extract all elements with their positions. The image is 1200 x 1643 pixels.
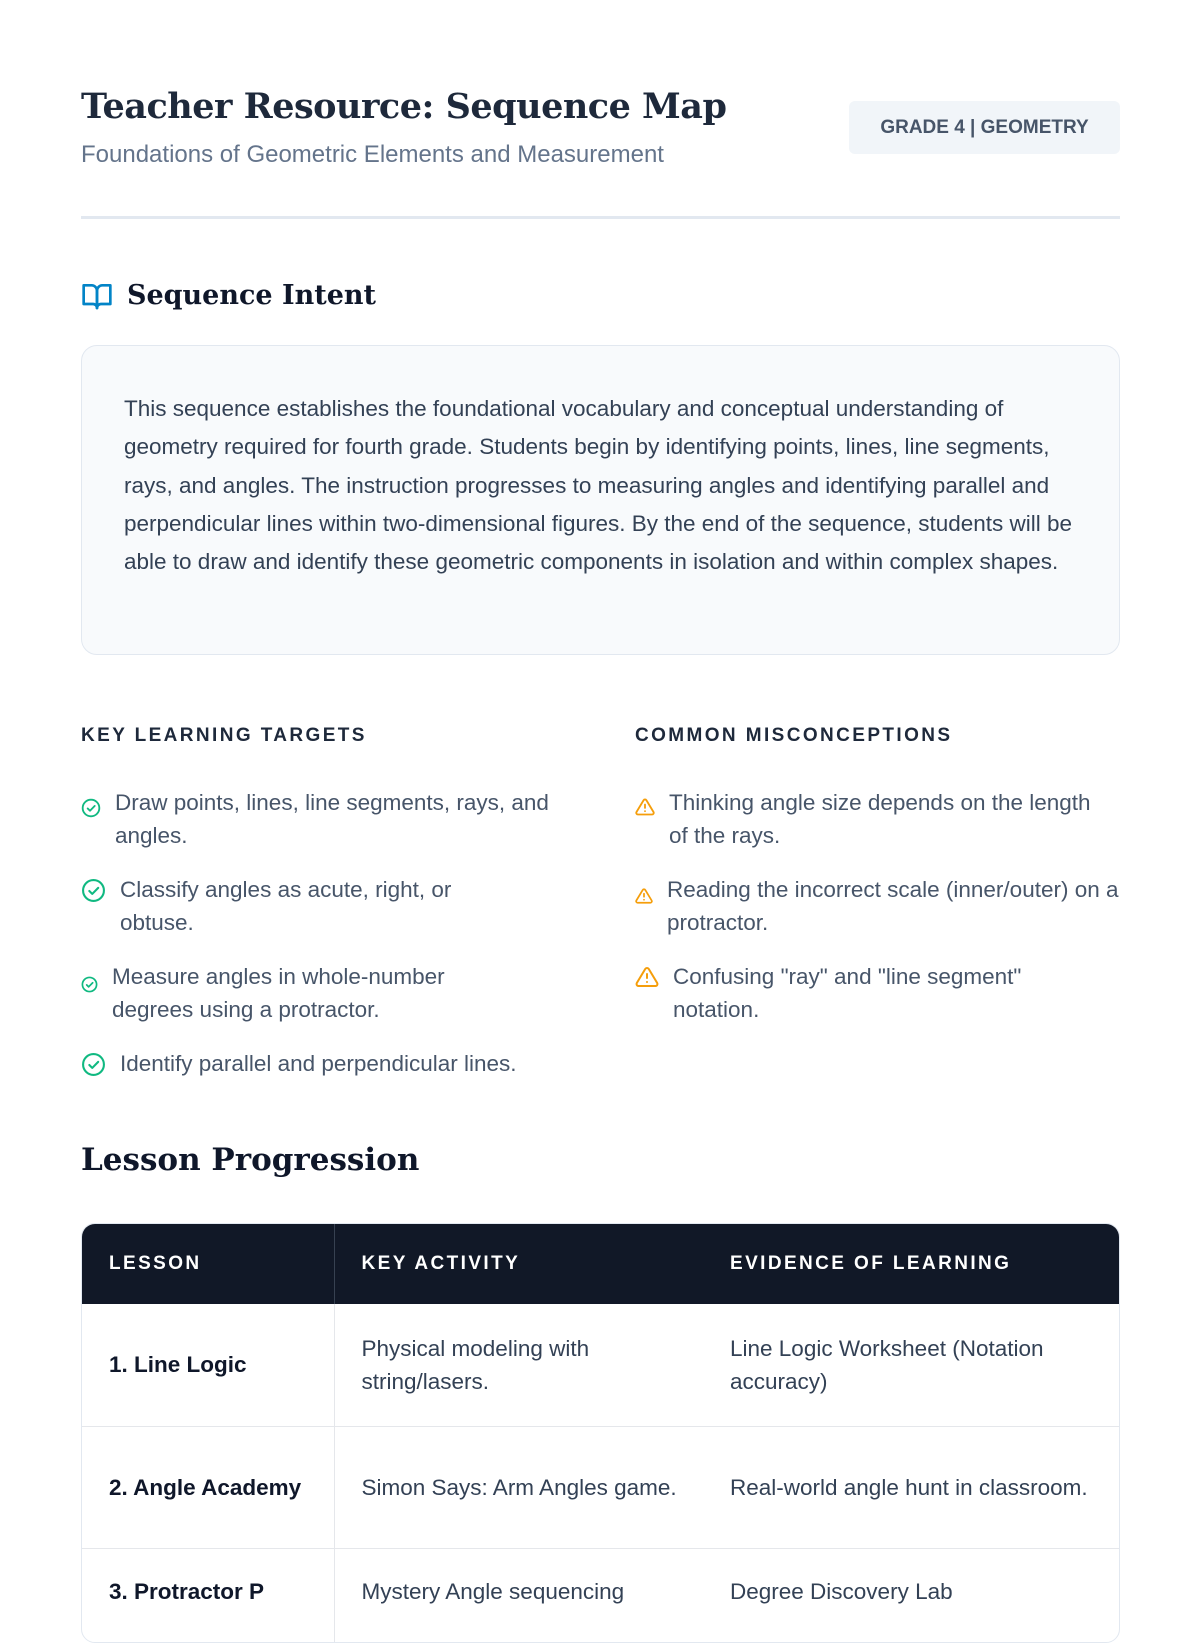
misconception-text: Confusing "ray" and "line segment" notation. [673, 964, 1022, 1022]
lesson-progression-table [81, 1223, 1120, 1643]
column-header-key-activity: KEY ACTIVITY [334, 1224, 703, 1304]
learning-target-text: Classify angles as acute, right, or obtuse. [120, 877, 452, 935]
key-learning-targets-heading: KEY LEARNING TARGETS [81, 725, 367, 746]
page-subtitle: Foundations of Geometric Elements and Measurement [81, 141, 664, 168]
check-circle-icon [81, 1052, 106, 1077]
check-circle-icon [81, 969, 98, 986]
key-learning-targets [81, 722, 581, 1076]
column-header-evidence: EVIDENCE OF LEARNING [703, 1224, 1119, 1304]
warning-triangle-icon [635, 965, 659, 989]
sequence-intent-heading [81, 276, 376, 316]
learning-target-text: Draw points, lines, line segments, rays, and angles. [115, 790, 549, 848]
sequence-intent-text: This sequence establishes the foundational vocabulary and conceptual understanding of geometry required for fourth grade. Students begin by identifying points, lines, line segments, rays, and angles. The instruction progresses to measuring angles and identifying parallel and perpendicular lines within two-dimensional figures. By the end of the sequence, students will be able to draw and identify these geometric components in isolation and within complex shapes. [124, 396, 1073, 575]
evidence-cell: Line Logic Worksheet (Notation accuracy) [730, 1335, 1044, 1394]
common-misconceptions [635, 722, 1125, 1022]
lesson-name-cell: 3. Protractor P [82, 1548, 334, 1643]
list-item [81, 786, 551, 852]
table-header-row [82, 1224, 1119, 1304]
key-activity-cell: Mystery Angle sequencing [334, 1548, 703, 1643]
list-item [81, 960, 521, 1026]
lesson-name-cell: 1. Line Logic [82, 1304, 334, 1426]
list-item [81, 873, 511, 939]
key-activity-cell: Physical modeling with string/lasers. [361, 1335, 590, 1394]
table-row [82, 1426, 1119, 1548]
column-header-lesson: LESSON [82, 1224, 334, 1304]
open-book-icon [81, 280, 113, 312]
key-activity-cell: Simon Says: Arm Angles game. [334, 1426, 703, 1548]
check-circle-icon [81, 878, 106, 903]
sequence-intent-title: Sequence Intent [127, 280, 377, 311]
page-title: Teacher Resource: Sequence Map [81, 86, 727, 127]
check-circle-icon [81, 794, 101, 814]
lesson-progression-heading: Lesson Progression [81, 1142, 420, 1178]
learning-target-text: Identify parallel and perpendicular lines. [120, 1051, 517, 1076]
evidence-cell: Degree Discovery Lab [703, 1548, 1119, 1643]
misconception-text: Thinking angle size depends on the length of the rays. [669, 790, 1091, 848]
list-item [635, 960, 1095, 1026]
evidence-cell: Real-world angle hunt in classroom. [703, 1426, 1119, 1548]
list-item [81, 1047, 581, 1080]
sequence-intent-box [81, 345, 1120, 655]
learning-target-text: Measure angles in whole-number degrees using a protractor. [112, 964, 445, 1022]
page-header [81, 84, 1120, 219]
table-row [82, 1304, 1119, 1426]
list-item [635, 786, 1095, 852]
lesson-name-cell: 2. Angle Academy [82, 1426, 334, 1548]
warning-triangle-icon [635, 881, 653, 899]
common-misconceptions-heading: COMMON MISCONCEPTIONS [635, 725, 953, 746]
misconception-text: Reading the incorrect scale (inner/outer) on a protractor. [667, 877, 1119, 935]
list-item [635, 873, 1120, 939]
grade-subject-badge: GRADE 4 | GEOMETRY [849, 101, 1120, 154]
table-row [82, 1548, 1119, 1643]
warning-triangle-icon [635, 793, 655, 813]
